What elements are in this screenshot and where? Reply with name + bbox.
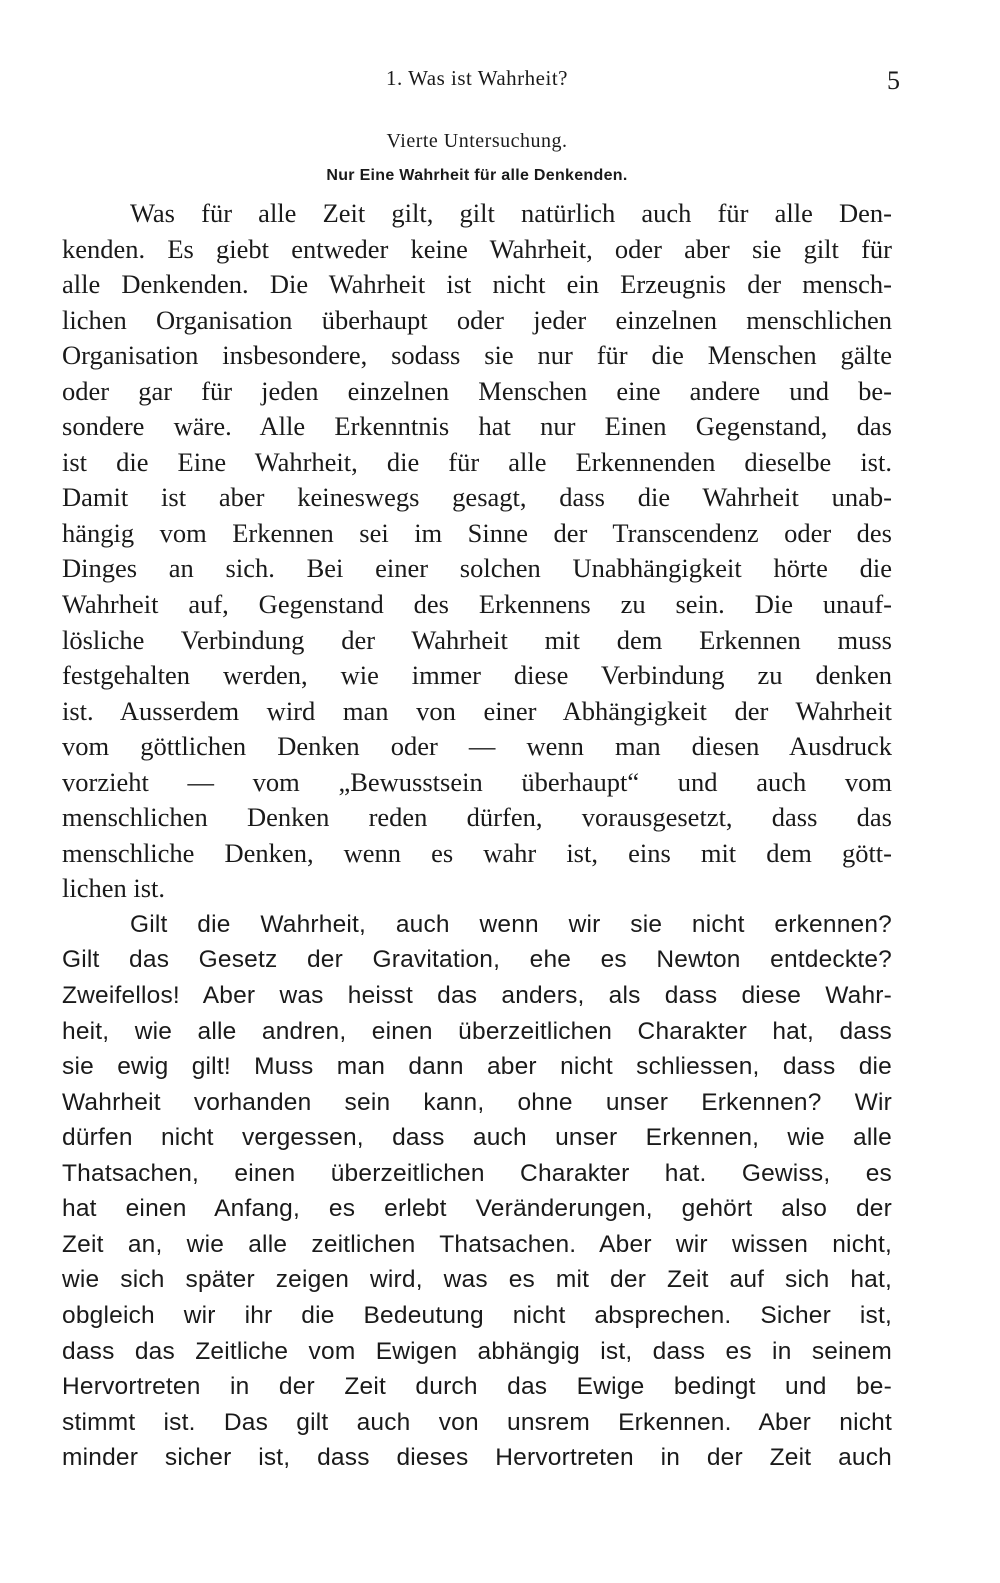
section-heading: Vierte Untersuchung. [386,130,568,152]
text-line: Hervortreten in der Zeit durch das Ewige bedingt und be- [62,1373,892,1401]
text-line: Was für alle Zeit gilt, gilt natürlich auch für alle Den- [130,198,892,228]
section-subheading: Nur Eine Wahrheit für alle Denkenden. [326,167,628,184]
text-line: kenden. Es giebt entweder keine Wahrheit, oder aber sie gilt für [62,233,892,264]
text-line: ist die Eine Wahrheit, die für alle Erkennenden dieselbe ist. [62,446,892,477]
text-line: sondere wäre. Alle Erkenntnis hat nur Einen Gegenstand, das [62,411,892,442]
text-line: wie sich später zeigen wird, was es mit der Zeit auf sich hat, [62,1266,892,1294]
text-line: Organisation insbesondere, sodass sie nur für die Menschen gälte [62,340,892,371]
text-line: menschliche Denken, wenn es wahr ist, eins mit dem gött- [62,837,892,868]
text-line: Wahrheit vorhanden sein kann, ohne unser Erkennen? Wir [62,1088,892,1116]
paragraph-1 [62,196,892,907]
body-text [62,196,892,1476]
text-line: vorzieht — vom „Bewusstsein überhaupt“ und auch vom [62,766,892,797]
text-line: obgleich wir ihr die Bedeutung nicht absprechen. Sicher ist, [62,1301,892,1329]
text-line: lichen ist. [62,873,166,904]
text-line: oder gar für jeden einzelnen Menschen eine andere und be- [62,375,892,406]
text-line: Damit ist aber keineswegs gesagt, dass die Wahrheit unab- [62,482,892,513]
text-line: sie ewig gilt! Muss man dann aber nicht schliessen, dass die [62,1053,892,1081]
page-number: 5 [887,66,900,95]
running-title: 1. Was ist Wahrheit? [386,66,568,90]
text-line: lösliche Verbindung der Wahrheit mit dem Erkennen muss [62,624,892,655]
text-line: festgehalten werden, wie immer diese Verbindung zu denken [62,660,892,691]
text-line: vom göttlichen Denken oder — wenn man diesen Ausdruck [62,731,892,762]
running-head [62,64,900,95]
text-line: hängig vom Erkennen sei im Sinne der Transcendenz oder des [62,517,892,548]
text-line: Zweifellos! Aber was heisst das anders, als dass diese Wahr- [62,982,892,1010]
text-line: heit, wie alle andren, einen überzeitlichen Charakter hat, dass [62,1017,892,1045]
text-line: Gilt das Gesetz der Gravitation, ehe es Newton entdeckte? [62,946,892,974]
text-line: ist. Ausserdem wird man von einer Abhängigkeit der Wahrheit [62,695,892,726]
text-line: stimmt ist. Das gilt auch von unsrem Erkennen. Aber nicht [62,1408,892,1436]
text-line: Zeit an, wie alle zeitlichen Thatsachen. Aber wir wissen nicht, [62,1230,892,1258]
text-line: Thatsachen, einen überzeitlichen Charakter hat. Gewiss, es [62,1159,892,1187]
text-line: hat einen Anfang, es erlebt Veränderungen, gehört also der [62,1195,892,1223]
text-line: dass das Zeitliche vom Ewigen abhängig ist, dass es in seinem [62,1337,892,1365]
text-line: Dinges an sich. Bei einer solchen Unabhängigkeit hörte die [62,553,892,584]
text-line: lichen Organisation überhaupt oder jeder einzelnen menschlichen [62,304,892,335]
text-line: Gilt die Wahrheit, auch wenn wir sie nicht erkennen? [130,910,892,938]
text-line: Wahrheit auf, Gegenstand des Erkennens zu sein. Die unauf- [62,589,892,620]
text-line: menschlichen Denken reden dürfen, vorausgesetzt, dass das [62,802,892,833]
text-line: minder sicher ist, dass dieses Hervortreten in der Zeit auch [62,1444,892,1472]
text-line: dürfen nicht vergessen, dass auch unser Erkennen, wie alle [62,1124,892,1152]
paragraph-2 [62,907,892,1476]
text-line: alle Denkenden. Die Wahrheit ist nicht ein Erzeugnis der mensch- [62,269,892,300]
